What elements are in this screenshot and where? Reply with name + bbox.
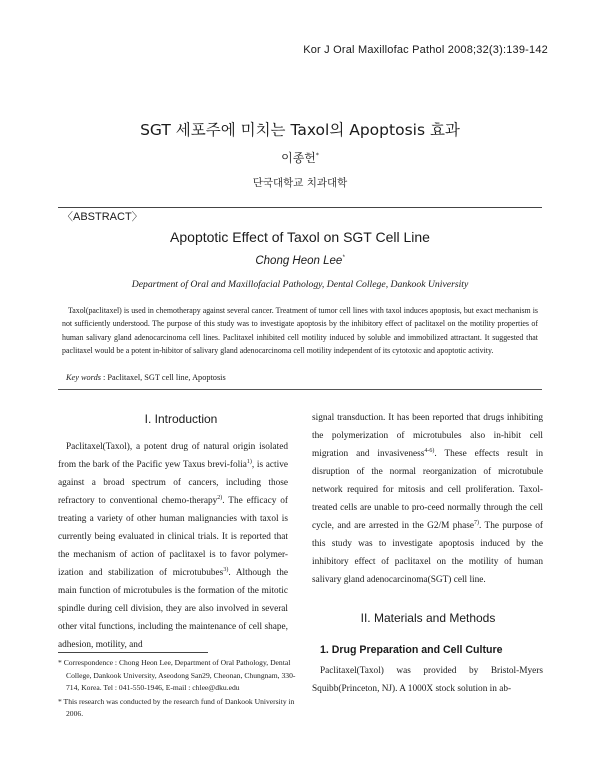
intro-text-1a: Paclitaxel(Taxol), a potent drug of natural origin isolated from the bark of the Pacific yew Taxus brevi-folia [58,442,288,470]
citation-3: 3) [223,566,229,573]
introduction-paragraph-1 [58,438,288,654]
subsection-drug-preparation-heading: 1. Drug Preparation and Cell Culture [320,644,503,656]
intro-text-1b: , is active against a broad spectrum of cancers, including those refractory to conventional chemo-therapy [58,460,288,506]
introduction-paragraph-2 [312,409,543,589]
author-english-name: Chong Heon Lee [255,255,343,267]
intro-text-2a: signal transduction. It has been reported that drugs inhibiting the polymerization of microtubules also in-hibit cell migration and invasiveness [312,413,543,459]
author-english-mark: * [342,255,345,262]
abstract-paragraph: Taxol(paclitaxel) is used in chemotherapy against several cancer. Treatment of tumor cell lines with taxol induces apoptosis, but exact mechanism is not sufficiently understood. The purpose of this study was to investigate apoptosis by the inhibitory effect of paclitaxel on the motility properties of human salivary gland adenocarcinoma cell lines. Paclitaxel inhibited cell motility induced by soluble and immobilized attractant. It suggested that paclitaxel would be a potent in-hibitor of salivary gland adenocarcinoma cell motility independent of its cytotoxic and apoptotic activity. [62,306,538,355]
footnote-correspondence: * Correspondence : Chong Heon Lee, Department of Oral Pathology, Dental College, Dankook University, Aseodong San29, Cheonan, Chungnam, 330-714, Korea. Tel : 041-550-1946, E-mail : chlee@dku.edu [58,658,296,693]
footnote-divider [58,652,208,653]
methods-paragraph: Paclitaxel(Taxol) was provided by Bristol-Myers Squibb(Princeton, NJ). A 1000X stock solution in ab- [312,666,543,694]
methods-column [312,662,543,698]
abstract-label: 〈ABSTRACT〉 [62,211,143,223]
citation-1: 1) [246,458,252,465]
author-english [0,255,600,267]
intro-text-1c: . The efficacy of treating a variety of other human malignancies with taxol is currently being evaluated in clinical trials. It is reported that the mechanism of action of paclitaxel is to favor polymer-ization and stabilization of microtububes [58,496,288,578]
journal-reference: Kor J Oral Maxillofac Pathol 2008;32(3):139-142 [303,44,548,56]
author-korean-mark: * [315,152,319,159]
intro-text-2b: . These effects result in disruption of the normal reorganization of microtubule network required for mitosis and cell proliferation. Taxol-treated cells are unable to pro-ceed normally through the cell cycle, and are arrested in the G2/M phase [312,449,543,531]
introduction-left-column [58,438,288,654]
keywords [66,373,226,382]
section-introduction-heading: I. Introduction [144,412,218,426]
footnote-funding: * This research was conducted by the research fund of Dankook University in 2006. [58,696,295,719]
affiliation-english: Department of Oral and Maxillofacial Pathology, Dental College, Dankook University [131,279,469,290]
title-english: Apoptotic Effect of Taxol on SGT Cell Line [170,229,430,245]
keywords-label: Key words [66,373,101,382]
introduction-right-column [312,409,543,589]
footnotes [58,657,304,722]
keywords-divider [58,389,542,390]
affiliation-korean: 단국대학교 치과대학 [252,177,348,189]
keywords-list: : Paclitaxel, SGT cell line, Apoptosis [100,373,226,382]
citation-4: 4-6) [424,447,435,454]
abstract-body [62,304,538,357]
citation-2: 2) [217,494,223,501]
intro-text-2c: . The purpose of this study was to investigate apoptosis induced by the inhibitory effect of paclitaxel on the motility of human salivary gland adenocarcinoma(SGT) cell line. [312,521,543,585]
author-korean-name: 이종헌 [281,151,316,165]
title-korean: SGT 세포주에 미치는 Taxol의 Apoptosis 효과 [140,121,460,139]
section-methods-heading: II. Materials and Methods [360,611,496,625]
author-korean [0,149,600,166]
citation-5: 7) [473,519,479,526]
intro-text-1d: . Although the main function of microtubules is the formation of the mitotic spindle during cell division, they are also involved in several other vital functions, including the maintenance of cell shape, adhesion, motility, and [58,568,288,650]
